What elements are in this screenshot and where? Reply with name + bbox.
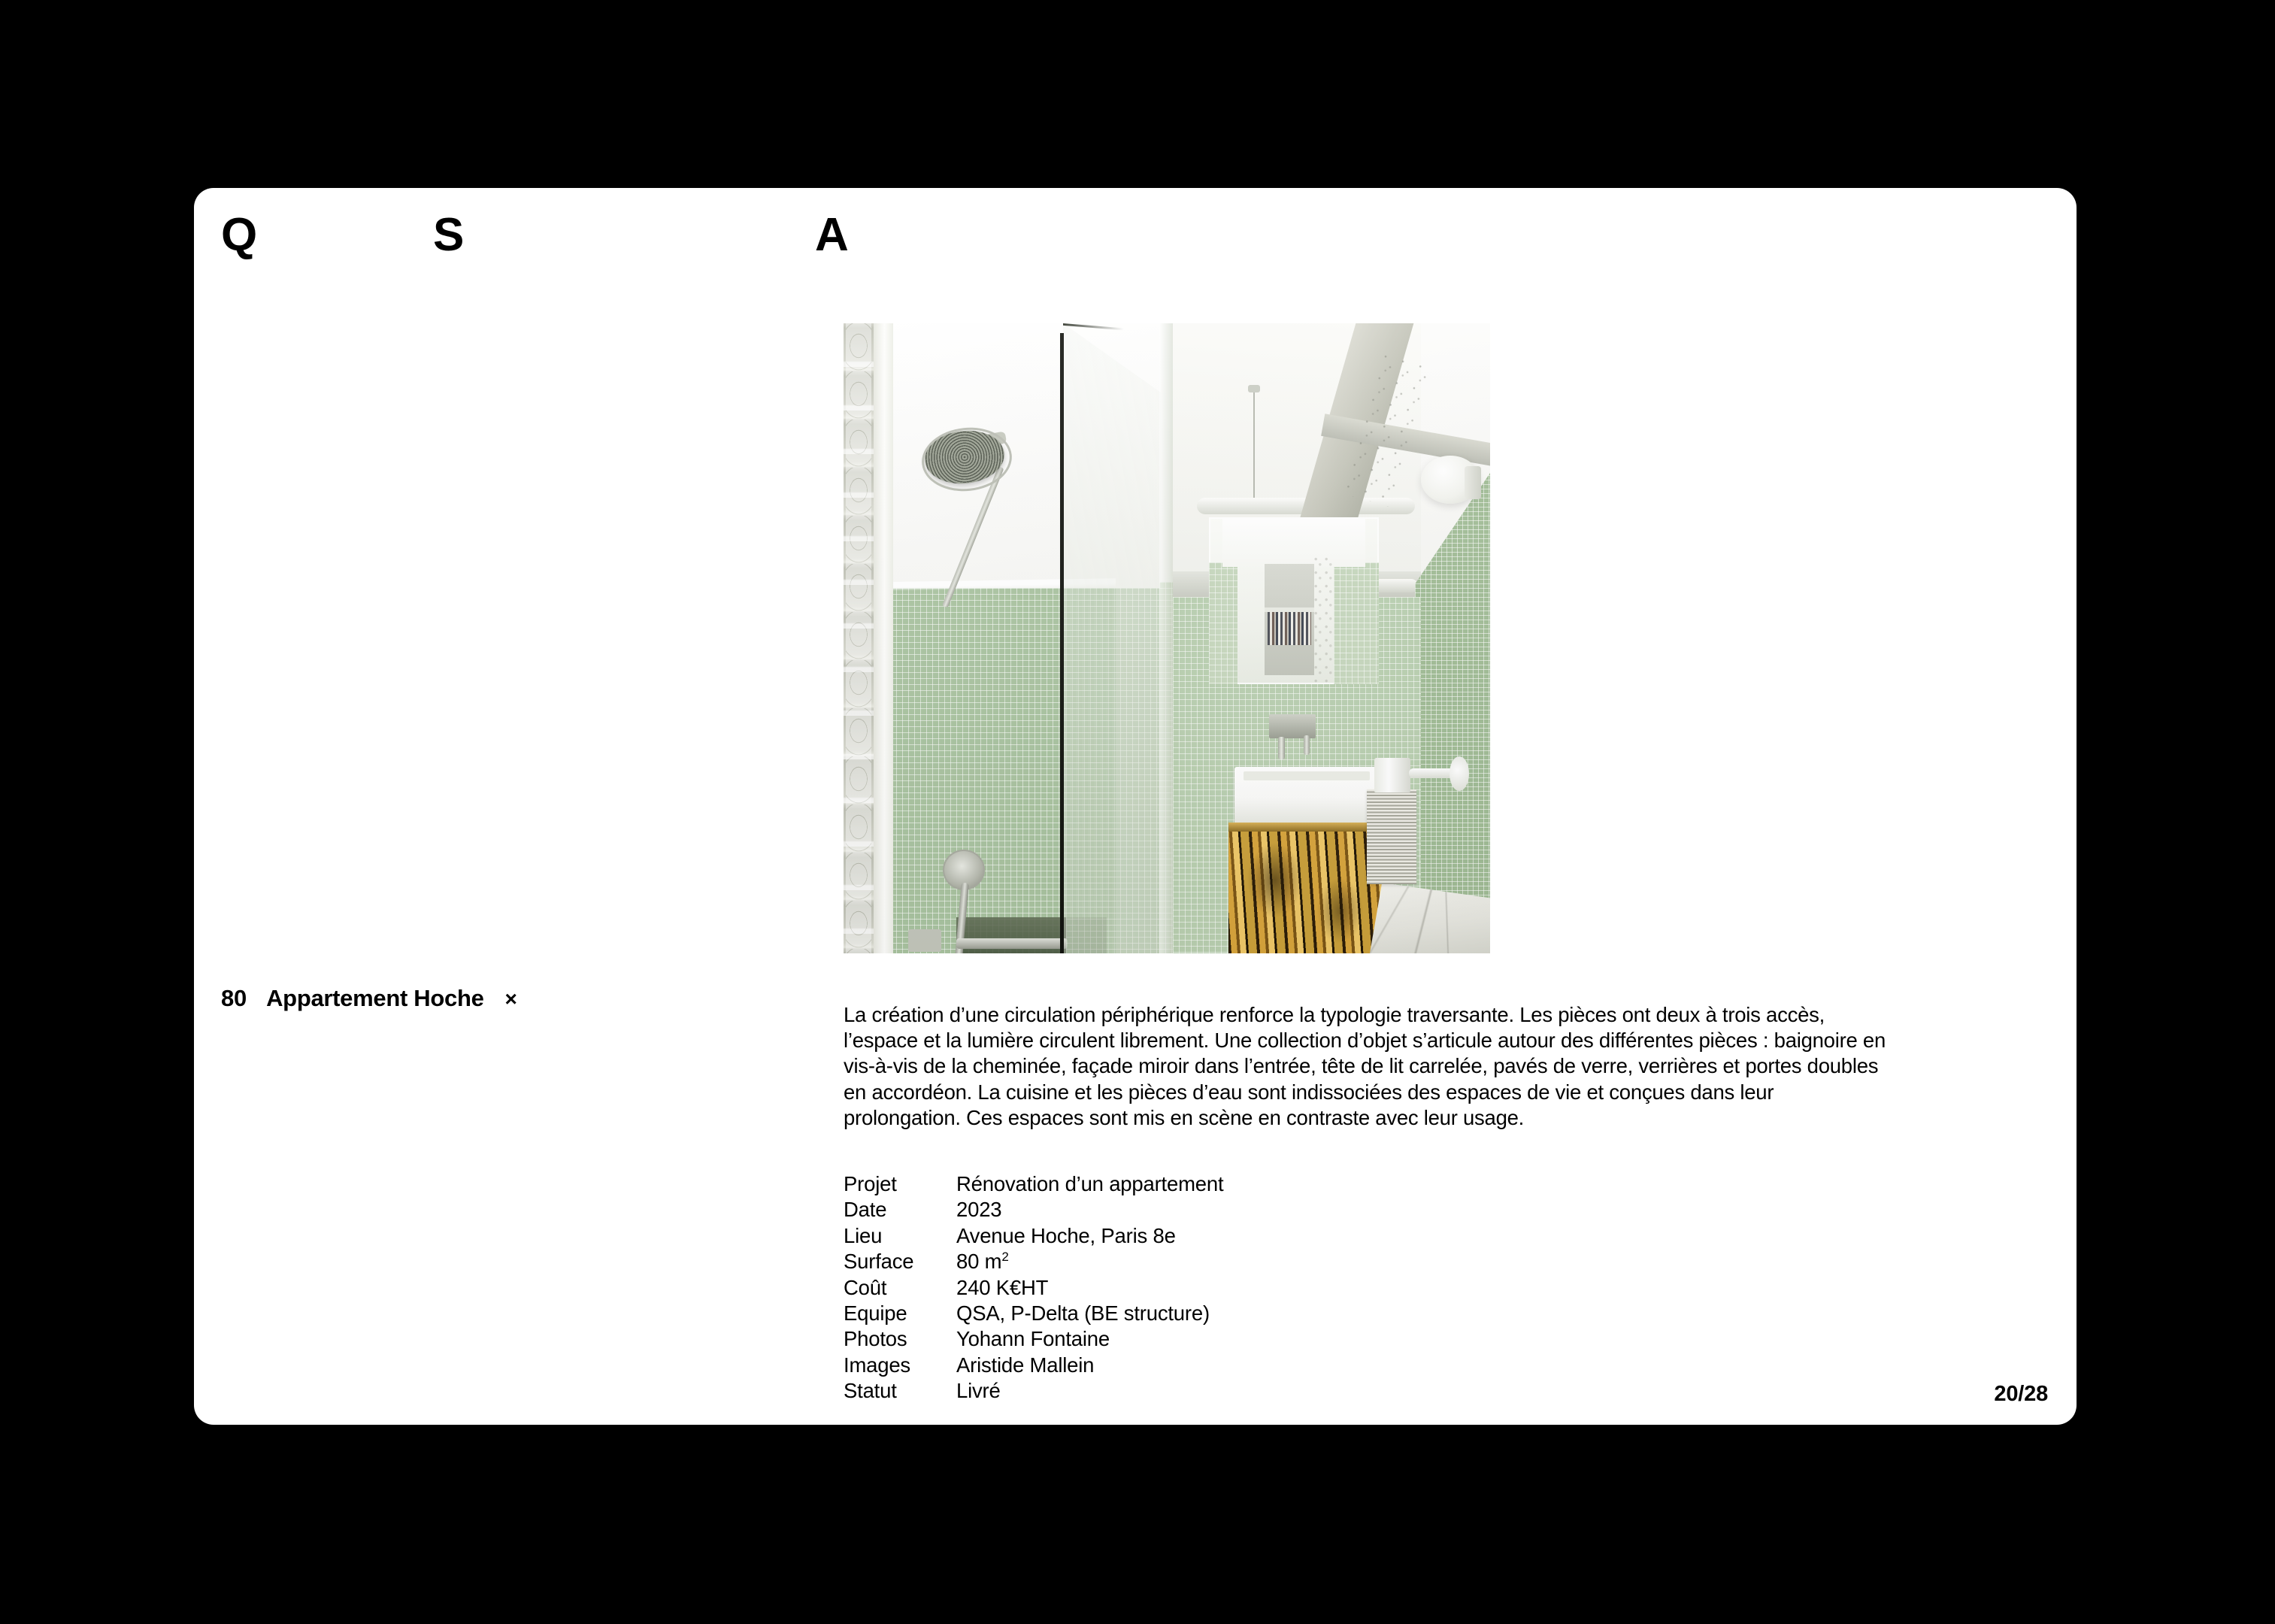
- meta-label: Projet: [844, 1172, 897, 1195]
- page-counter: 20/28: [1994, 1382, 2048, 1406]
- photo-wall-reveal-strip: [874, 323, 893, 953]
- meta-label: Photos: [844, 1327, 907, 1351]
- photo-stacked-object: [1367, 789, 1416, 884]
- meta-value: 2023: [956, 1198, 1002, 1222]
- photo-mirror-reflection-tile-left: [1209, 562, 1237, 684]
- photo-mirror-reflection-ceiling: [1222, 517, 1365, 567]
- meta-row: [844, 1249, 1223, 1275]
- photo-vanity-top: [1228, 823, 1383, 832]
- photo-faucet-plate: [1269, 714, 1316, 738]
- meta-value: 80 $m^2$: [956, 1250, 1009, 1274]
- project-number: 80: [221, 985, 247, 1011]
- meta-label: Statut: [844, 1379, 897, 1403]
- photo-faucet-lever: [1304, 735, 1310, 755]
- meta-label: Surface: [844, 1250, 914, 1274]
- meta-value: Yohann Fontaine: [956, 1327, 1110, 1351]
- meta-value-superscript: 2: [1001, 1250, 1009, 1265]
- meta-value: Livré: [956, 1379, 1001, 1403]
- meta-label: Date: [844, 1198, 887, 1222]
- project-description: La création d’une circulation périphérique renforce la typologie traversante. Les pièces ont deux à trois accès, l’espace et la lumière circulent librement. Une collection d’objet s’articule autour des différentes pièces : baignoire en vis-à-vis de la cheminée, façade miroir dans l’entrée, tête de lit carrelée, pavés de verre, verrières et portes doubles en accordéon. La cuisine et les pièces d’eau sont indissociées des espaces de vie et conçues dans leur prolongation. Ces espaces sont mis en scène en contraste avec leur usage.: [844, 1002, 1886, 1129]
- photo-basin-inner: [1244, 771, 1370, 780]
- meta-row: [844, 1378, 1223, 1404]
- photo-mirror-reflection-books: [1268, 612, 1311, 645]
- project-meta-table: [844, 1171, 1223, 1404]
- photo-towel-arm: [1409, 768, 1456, 778]
- photo-glass-partition-sheen: [1063, 323, 1161, 953]
- meta-row: [844, 1223, 1223, 1249]
- meta-label: Lieu: [844, 1223, 883, 1247]
- meta-label: Images: [844, 1353, 910, 1377]
- presentation-card: [194, 188, 2077, 1425]
- meta-label: Equipe: [844, 1301, 907, 1326]
- brand-header: [194, 188, 2077, 323]
- meta-row: [844, 1197, 1223, 1223]
- meta-row: [844, 1353, 1223, 1378]
- photo-glass-block-motif: [846, 323, 871, 953]
- photo-mixer-plate: [908, 929, 941, 952]
- meta-row: [844, 1326, 1223, 1352]
- photo-wall-lamp-base: [1465, 466, 1481, 499]
- photo-towel-disc: [1450, 756, 1469, 791]
- project-index-row[interactable]: [221, 985, 517, 1012]
- photo-glass-partition-secondary: [1159, 323, 1173, 953]
- meta-value: Aristide Mallein: [956, 1353, 1095, 1377]
- photo-pendant-cord: [1253, 389, 1255, 502]
- meta-value: 240 K€HT: [956, 1275, 1049, 1299]
- photo-cylinder-vessel: [1374, 758, 1410, 792]
- photo-mixer-bar: [956, 938, 1068, 949]
- meta-value: QSA, P-Delta (BE structure): [956, 1301, 1210, 1326]
- project-photo[interactable]: [844, 323, 1490, 953]
- meta-value: Avenue Hoche, Paris 8e: [956, 1223, 1176, 1247]
- photo-mirror-reflection-tile-right: [1334, 562, 1379, 684]
- close-icon[interactable]: ×: [504, 987, 517, 1010]
- meta-row: [844, 1171, 1223, 1197]
- meta-row: [844, 1275, 1223, 1301]
- meta-value: Rénovation d’un appartement: [956, 1172, 1224, 1195]
- content-column: [844, 323, 1896, 953]
- meta-row: [844, 1301, 1223, 1326]
- photo-pendant-clip: [1248, 385, 1260, 392]
- project-name[interactable]: Appartement Hoche: [266, 985, 484, 1011]
- photo-vanity-zebrano-wood: [1228, 832, 1383, 953]
- photo-glass-mullion: [1060, 333, 1064, 953]
- meta-label: Coût: [844, 1275, 887, 1299]
- brand-letter-s: S: [433, 209, 464, 261]
- brand-letter-a: A: [815, 209, 849, 261]
- brand-letter-q: Q: [221, 209, 257, 261]
- photo-faucet-spout: [1278, 737, 1285, 759]
- photo-mirror-reflection-pier: [1313, 556, 1335, 684]
